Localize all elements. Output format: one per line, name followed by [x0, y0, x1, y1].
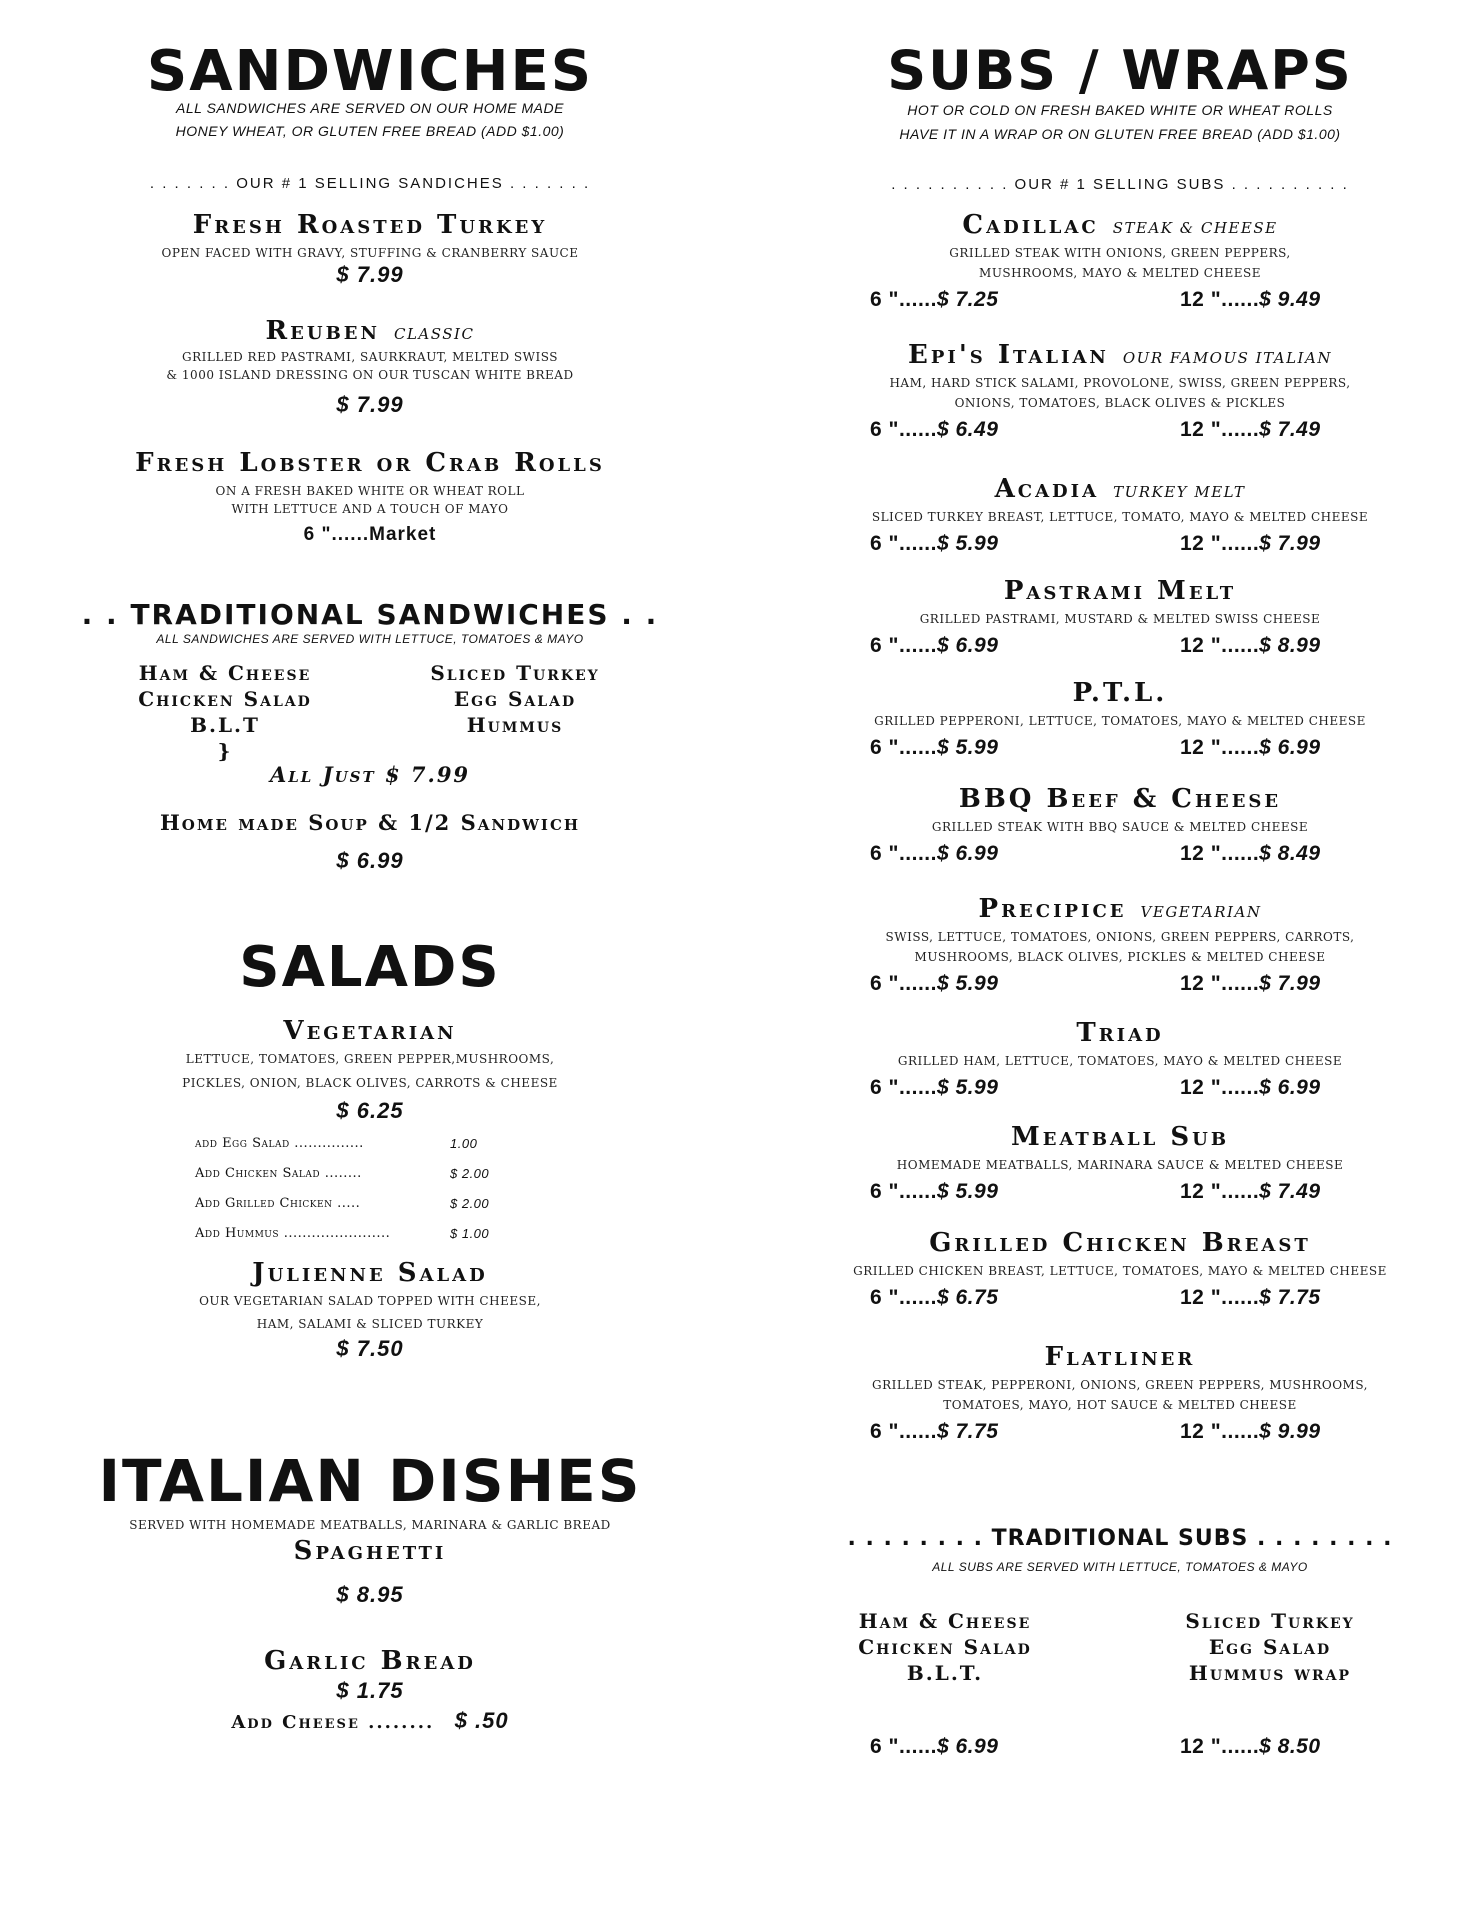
size-6-price — [870, 736, 998, 760]
italian-dishes-heading: ITALIAN DISHES — [98, 1447, 642, 1515]
item-name-julienne: Julienne Salad — [252, 1258, 488, 1288]
soup-sandwich-combo: Home made Soup & 1/2 Sandwich — [159, 810, 581, 835]
sub-description: HAM, HARD STICK SALAMI, PROVOLONE, SWISS, GREEN PEPPERS, — [889, 376, 1351, 390]
sub-description: MUSHROOMS, BLACK OLIVES, PICKLES & MELTED CHEESE — [914, 950, 1326, 964]
size-6-price — [870, 288, 998, 312]
size-12-price — [1180, 288, 1321, 312]
list-item: Hummus wrap — [1188, 1661, 1352, 1685]
soup-sandwich-price: $ 6.99 — [336, 848, 404, 873]
list-item: Hummus — [466, 713, 564, 737]
price-amount: $ 6.99 — [1259, 736, 1321, 759]
sub-description: TOMATOES, MAYO, HOT SAUCE & MELTED CHEESE — [943, 1398, 1297, 1412]
list-item: Sliced Turkey — [430, 661, 600, 685]
traditional-subs-heading: . . . . . . . . TRADITIONAL SUBS . . . . . . . . — [847, 1526, 1393, 1551]
subs-note-line1: HOT OR COLD ON FRESH BAKED WHITE OR WHEAT ROLLS — [907, 102, 1333, 118]
sub-name — [830, 680, 1410, 706]
sub-name-text: P.T.L. — [1072, 678, 1168, 708]
price-amount: $ 5.99 — [936, 972, 999, 995]
size-6-price — [870, 972, 998, 996]
item-desc-reuben-2: & 1000 ISLAND DRESSING ON OUR TUSCAN WHITE BREAD — [166, 368, 574, 382]
item-price-lobster: 6 "......Market — [303, 524, 437, 545]
item-name-reuben — [80, 318, 660, 344]
garlic-bread-addon — [80, 1708, 660, 1734]
sub-name — [830, 212, 1410, 238]
price-amount: $ 7.49 — [1259, 1180, 1321, 1203]
sub-description: GRILLED PEPPERONI, LETTUCE, TOMATOES, MAYO & MELTED CHEESE — [874, 714, 1366, 728]
sub-name-text: Pastrami Melt — [1003, 576, 1237, 606]
item-price-vegetarian: $ 6.25 — [336, 1098, 404, 1123]
size-12-price — [1180, 1076, 1321, 1100]
item-price-turkey: $ 7.99 — [336, 262, 404, 287]
list-item: B.L.T — [190, 713, 260, 737]
traditional-col-1: Ham & Cheese Chicken Salad B.L.T } — [80, 660, 370, 764]
price-amount: $ 9.49 — [1259, 288, 1321, 311]
size-label: 12 "...... — [1180, 1420, 1260, 1443]
salads-heading: SALADS — [239, 935, 501, 1000]
item-name-lobster: Fresh Lobster or Crab Rolls — [135, 448, 605, 478]
item-desc-julienne-2: HAM, SALAMI & SLICED TURKEY — [256, 1317, 484, 1331]
traditional-subs-col-2 — [1130, 1608, 1410, 1686]
price-amount: $ 6.75 — [936, 1286, 999, 1309]
size-12-price — [1180, 1180, 1321, 1204]
item-price-reuben: $ 7.99 — [336, 392, 404, 417]
size-label: 6 "...... — [870, 972, 937, 995]
item-desc-vegetarian-1: LETTUCE, TOMATOES, GREEN PEPPER,MUSHROOMS, — [185, 1052, 555, 1066]
traditional-subs-note: ALL SUBS ARE SERVED WITH LETTUCE, TOMATOES & MAYO — [932, 1560, 1308, 1574]
addon-name: Add Hummus ....................... — [195, 1226, 391, 1241]
reuben-tag: CLASSIC — [393, 325, 475, 343]
sub-name-text: Grilled Chicken Breast — [929, 1228, 1311, 1258]
item-name-turkey: Fresh Roasted Turkey — [192, 210, 548, 240]
price-amount: $ 5.99 — [936, 532, 999, 555]
size-label: 12 "...... — [1180, 1076, 1260, 1099]
price-amount: $ 6.99 — [936, 1735, 999, 1758]
addon-name: Add Chicken Salad ........ — [195, 1166, 362, 1181]
size-12-price — [1180, 418, 1321, 442]
sub-description: HOMEMADE MEATBALLS, MARINARA SAUCE & MELTED CHEESE — [896, 1158, 1344, 1172]
italian-dishes-note: SERVED WITH HOMEMADE MEATBALLS, MARINARA & GARLIC BREAD — [129, 1518, 611, 1532]
size-label: 6 "...... — [870, 1735, 937, 1758]
size-12-price — [1180, 532, 1321, 556]
sub-description: SWISS, LETTUCE, TOMATOES, ONIONS, GREEN PEPPERS, CARROTS, — [885, 930, 1355, 944]
sub-name — [830, 476, 1410, 502]
price-amount: $ 7.99 — [1259, 972, 1321, 995]
item-desc-lobster-1: ON A FRESH BAKED WHITE OR WHEAT ROLL — [215, 484, 525, 498]
list-item: Ham & Cheese — [138, 661, 312, 685]
size-label: 6 "...... — [870, 288, 937, 311]
size-6-price — [870, 1420, 998, 1444]
price-amount: $ 7.75 — [936, 1420, 999, 1443]
sub-name-text: Cadillac — [962, 210, 1099, 240]
size-6-price — [870, 1076, 998, 1100]
addon-name: add Egg Salad ............... — [195, 1136, 364, 1151]
sub-tag: VEGETARIAN — [1140, 903, 1262, 921]
size-12-price — [1180, 1735, 1321, 1759]
size-label: 6 "...... — [870, 1420, 937, 1443]
size-12-price — [1180, 842, 1321, 866]
size-label: 12 "...... — [1180, 532, 1260, 555]
item-name-vegetarian: Vegetarian — [283, 1016, 457, 1046]
sub-description: MUSHROOMS, MAYO & MELTED CHEESE — [979, 266, 1261, 280]
list-item: B.L.T. — [906, 1661, 984, 1685]
garlic-addon-price: $ .50 — [454, 1708, 509, 1733]
sub-name-text: Meatball Sub — [1010, 1122, 1230, 1152]
price-amount: $ 7.75 — [1259, 1286, 1321, 1309]
item-desc-lobster-2: WITH LETTUCE AND A TOUCH OF MAYO — [231, 502, 509, 516]
size-12-price — [1180, 634, 1321, 658]
addon-price: $ 1.00 — [450, 1226, 490, 1241]
size-6-price — [870, 842, 998, 866]
price-amount: $ 6.99 — [1259, 1076, 1321, 1099]
sub-name-text: BBQ Beef & Cheese — [958, 784, 1282, 814]
sub-tag: OUR FAMOUS ITALIAN — [1122, 349, 1332, 367]
size-label: 6 "...... — [870, 1180, 937, 1203]
list-item: Egg Salad — [453, 687, 577, 711]
sub-name — [830, 1124, 1410, 1150]
traditional-col-2 — [370, 660, 660, 738]
list-item: Sliced Turkey — [1185, 1609, 1355, 1633]
sub-tag: STEAK & CHEESE — [1112, 219, 1278, 237]
item-name-garlic-bread: Garlic Bread — [264, 1646, 476, 1676]
sub-name — [830, 342, 1410, 368]
sub-name-text: Acadia — [994, 474, 1100, 504]
addon-name: Add Grilled Chicken ..... — [195, 1196, 361, 1211]
price-amount: $ 8.49 — [1259, 842, 1321, 865]
sub-name — [830, 896, 1410, 922]
sub-name — [830, 1020, 1410, 1046]
price-amount: $ 5.99 — [936, 736, 999, 759]
price-amount: $ 6.99 — [936, 842, 999, 865]
price-amount: $ 7.49 — [1259, 418, 1321, 441]
sub-name — [830, 1230, 1410, 1256]
sub-description: GRILLED PASTRAMI, MUSTARD & MELTED SWISS CHEESE — [919, 612, 1321, 626]
size-label: 12 "...... — [1180, 1180, 1260, 1203]
size-6-price — [870, 1286, 998, 1310]
size-label: 12 "...... — [1180, 736, 1260, 759]
sub-name — [830, 578, 1410, 604]
item-price-garlic-bread: $ 1.75 — [336, 1678, 404, 1703]
sub-name-text: Flatliner — [1044, 1342, 1196, 1372]
garlic-addon-name: Add Cheese ........ — [231, 1712, 435, 1733]
sub-name-text: Precipice — [978, 894, 1127, 924]
item-desc-julienne-1: OUR VEGETARIAN SALAD TOPPED WITH CHEESE, — [199, 1294, 541, 1308]
price-amount: $ 7.99 — [1259, 532, 1321, 555]
size-label: 6 "...... — [870, 842, 937, 865]
item-price-spaghetti: $ 8.95 — [336, 1582, 404, 1607]
size-6-price — [870, 1735, 998, 1759]
sub-tag: TURKEY MELT — [1113, 483, 1246, 501]
sub-name-text: Triad — [1076, 1018, 1164, 1048]
sub-name — [830, 1344, 1410, 1370]
list-item: Chicken Salad — [138, 687, 312, 711]
size-label: 12 "...... — [1180, 1735, 1260, 1758]
list-item: Ham & Cheese — [858, 1609, 1032, 1633]
item-desc-reuben-1: GRILLED RED PASTRAMI, SAURKRAUT, MELTED SWISS — [182, 350, 558, 364]
price-amount: $ 8.50 — [1259, 1735, 1321, 1758]
best-sellers-divider: . . . . . . . OUR # 1 SELLING SANDICHES . . . . . . . — [149, 175, 591, 192]
size-label: 6 "...... — [870, 1286, 937, 1309]
size-6-price — [870, 1180, 998, 1204]
size-label: 6 "...... — [870, 418, 937, 441]
subs-wraps-heading: SUBS / WRAPS — [887, 39, 1353, 102]
list-item: Egg Salad — [1208, 1635, 1332, 1659]
traditional-subs-col-1 — [810, 1608, 1080, 1686]
size-12-price — [1180, 972, 1321, 996]
addon-price: $ 2.00 — [450, 1196, 490, 1211]
size-label: 12 "...... — [1180, 1286, 1260, 1309]
sandwiches-note-line2: HONEY WHEAT, OR GLUTEN FREE BREAD (ADD $1.00) — [175, 123, 565, 139]
size-12-price — [1180, 736, 1321, 760]
size-label: 12 "...... — [1180, 972, 1260, 995]
price-amount: $ 6.49 — [936, 418, 999, 441]
size-label: 6 "...... — [870, 1076, 937, 1099]
size-12-price — [1180, 1286, 1321, 1310]
sub-description: GRILLED HAM, LETTUCE, TOMATOES, MAYO & MELTED CHEESE — [897, 1054, 1343, 1068]
price-amount: $ 8.99 — [1259, 634, 1321, 657]
item-desc-vegetarian-2: PICKLES, ONION, BLACK OLIVES, CARROTS & CHEESE — [182, 1076, 558, 1090]
size-label: 12 "...... — [1180, 418, 1260, 441]
sub-description: GRILLED STEAK WITH BBQ SAUCE & MELTED CHEESE — [931, 820, 1309, 834]
sandwiches-heading: SANDWICHES — [146, 39, 594, 104]
best-sellers-subs-divider: . . . . . . . . . . OUR # 1 SELLING SUBS . . . . . . . . . . — [891, 176, 1349, 193]
traditional-sandwiches-heading: . . TRADITIONAL SANDWICHES . . — [81, 598, 659, 631]
sub-description: GRILLED STEAK WITH ONIONS, GREEN PEPPERS, — [949, 246, 1291, 260]
price-amount: $ 5.99 — [936, 1076, 999, 1099]
subs-note-line2: HAVE IT IN A WRAP OR ON GLUTEN FREE BREAD (ADD $1.00) — [899, 126, 1341, 142]
size-label: 6 "...... — [870, 634, 937, 657]
item-price-julienne: $ 7.50 — [336, 1336, 404, 1361]
item-desc-turkey: OPEN FACED WITH GRAVY, STUFFING & CRANBERRY SAUCE — [161, 246, 579, 260]
item-name-spaghetti: Spaghetti — [293, 1536, 447, 1566]
size-6-price — [870, 634, 998, 658]
size-label: 12 "...... — [1180, 288, 1260, 311]
list-item: Chicken Salad — [858, 1635, 1032, 1659]
sub-description: SLICED TURKEY BREAST, LETTUCE, TOMATO, MAYO & MELTED CHEESE — [871, 510, 1369, 524]
sandwiches-note-line1: ALL SANDWICHES ARE SERVED ON OUR HOME MADE — [176, 100, 564, 116]
sub-description: GRILLED STEAK, PEPPERONI, ONIONS, GREEN PEPPERS, MUSHROOMS, — [872, 1378, 1368, 1392]
price-amount: $ 5.99 — [936, 1180, 999, 1203]
sub-name — [830, 786, 1410, 812]
size-6-price — [870, 418, 998, 442]
addon-price: $ 2.00 — [450, 1166, 490, 1181]
traditional-price: All Just $ 7.99 — [269, 762, 471, 787]
size-label: 12 "...... — [1180, 842, 1260, 865]
sub-name-text: Epi's Italian — [908, 340, 1109, 370]
price-amount: $ 9.99 — [1259, 1420, 1321, 1443]
size-label: 6 "...... — [870, 736, 937, 759]
sub-description: GRILLED CHICKEN BREAST, LETTUCE, TOMATOES, MAYO & MELTED CHEESE — [853, 1264, 1387, 1278]
size-6-price — [870, 532, 998, 556]
price-amount: $ 6.99 — [936, 634, 999, 657]
size-12-price — [1180, 1420, 1321, 1444]
price-amount: $ 7.25 — [936, 288, 999, 311]
sub-description: ONIONS, TOMATOES, BLACK OLIVES & PICKLES — [954, 396, 1286, 410]
size-label: 12 "...... — [1180, 634, 1260, 657]
reuben-name: Reuben — [265, 316, 380, 346]
addon-price: 1.00 — [450, 1136, 478, 1151]
traditional-sandwiches-note: ALL SANDWICHES ARE SERVED WITH LETTUCE, TOMATOES & MAYO — [156, 632, 584, 646]
size-label: 6 "...... — [870, 532, 937, 555]
